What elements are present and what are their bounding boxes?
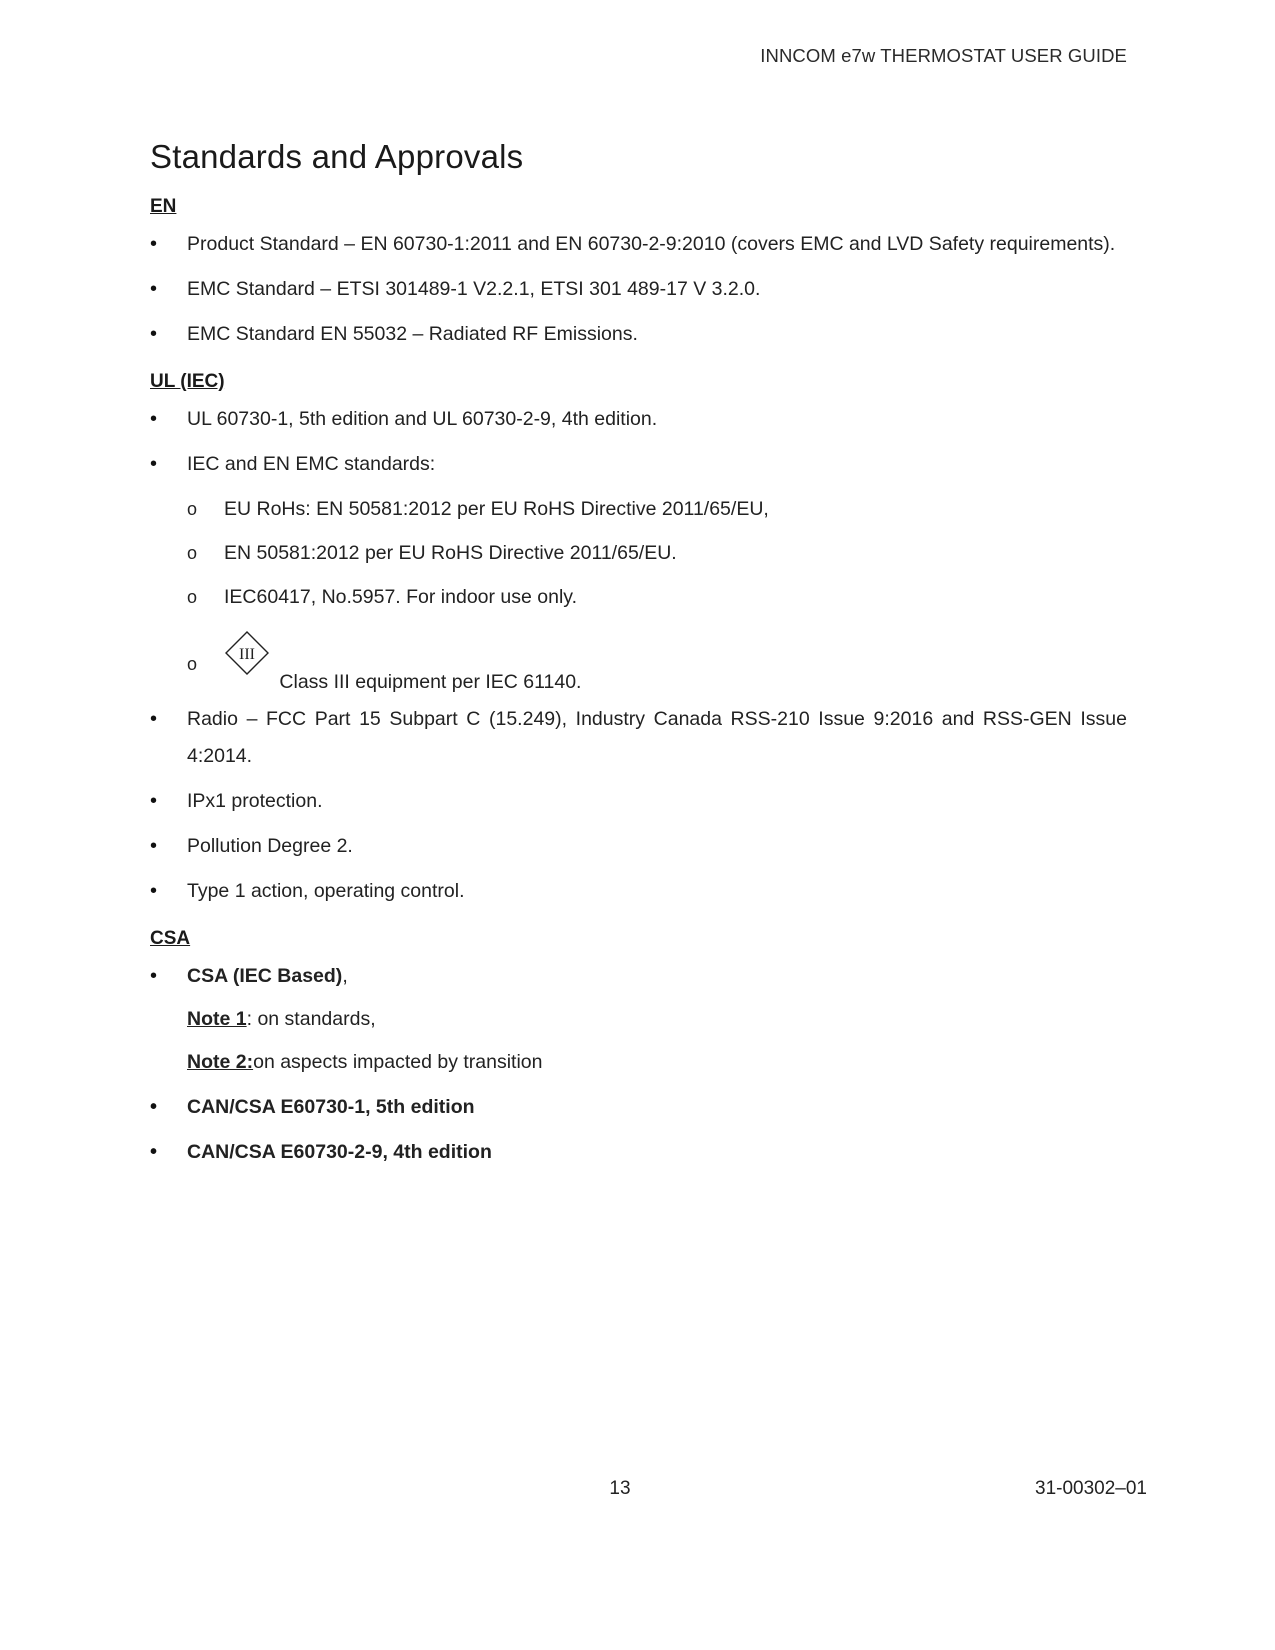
note-1 [187,1001,1127,1038]
sub-list-item [187,491,1127,528]
csa-standards-list [150,958,1127,1171]
sub-list-item [187,579,1127,616]
csa-iec-based-label: CSA (IEC Based) [187,965,343,987]
list-item: • Type 1 action, operating control. [150,873,1127,910]
note-2-label: Note 2: [187,1051,254,1073]
note-1-text: : on standards, [246,1008,376,1030]
note-2-text: on aspects impacted by transition [253,1051,543,1073]
section-heading-en: EN [150,196,177,217]
list-item: • EMC Standard EN 55032 – Radiated RF Emissions. [150,316,1127,353]
list-item: • Pollution Degree 2. [150,828,1127,865]
ul-standards-list [150,401,1127,910]
page-content [150,138,1127,1179]
list-item: • Radio – FCC Part 15 Subpart C (15.249), Industry Canada RSS-210 Issue 9:2016 and RSS-GEN Issue 4:2014. [150,701,1127,775]
note-1-label: Note 1 [187,1008,247,1030]
list-item: • CAN/CSA E60730-2-9, 4th edition [150,1134,1127,1171]
sub-list-item [187,638,1127,693]
sub-list-item-text: Class III equipment per IEC 61140. [279,671,582,693]
class-iii-symbol-text: III [239,646,255,663]
list-item-text: IEC and EN EMC standards: [187,453,436,475]
page-number: 13 [609,1478,631,1499]
running-header: INNCOM e7w THERMOSTAT USER GUIDE [760,45,1127,66]
sub-bullet-marker: o [187,654,198,674]
document-number: 31-00302–01 [1035,1478,1147,1499]
list-item: • Product Standard – EN 60730-1:2011 and EN 60730-2-9:2010 (covers EMC and LVD Safety requirements). [150,226,1127,263]
sub-bullet-marker: o [187,543,198,563]
list-item: • UL 60730-1, 5th edition and UL 60730-2-9, 4th edition. [150,401,1127,438]
sub-list-item-text: IEC60417, No.5957. For indoor use only. [224,586,578,608]
list-item [150,446,1127,693]
list-item: • IPx1 protection. [150,783,1127,820]
sub-list-item-text: EN 50581:2012 per EU RoHS Directive 2011/65/EU. [224,542,677,564]
sub-bullet-marker: o [187,587,198,607]
page-title: Standards and Approvals [150,138,524,175]
section-heading-csa: CSA [150,928,191,949]
section-heading-ul: UL (IEC) [150,371,225,392]
list-item: • CAN/CSA E60730-1, 5th edition [150,1089,1127,1126]
sub-bullet-marker: o [187,499,198,519]
class-iii-equipment-icon [224,638,270,684]
sub-list-item [187,535,1127,572]
sub-list-item-text: EU RoHs: EN 50581:2012 per EU RoHS Directive 2011/65/EU, [224,498,769,520]
list-item: • EMC Standard – ETSI 301489-1 V2.2.1, ETSI 301 489-17 V 3.2.0. [150,271,1127,308]
emc-sub-list [187,491,1127,693]
list-item [150,958,1127,1081]
csa-iec-based-suffix: , [342,965,348,987]
note-2 [187,1044,1127,1081]
en-standards-list [150,226,1127,353]
